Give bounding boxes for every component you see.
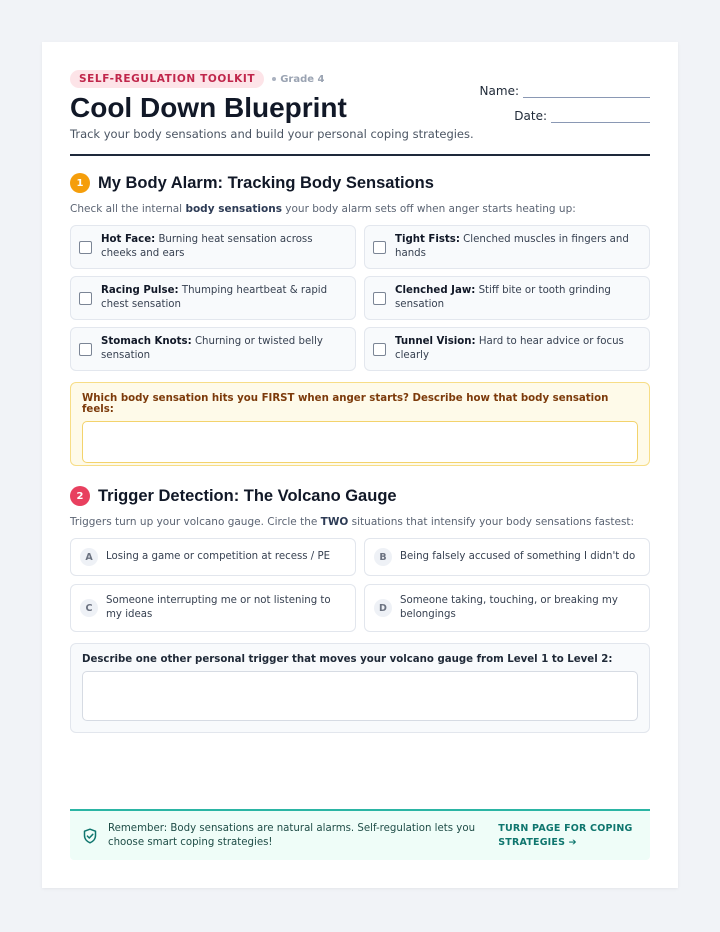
bullet-dot xyxy=(272,77,276,81)
sensation-text xyxy=(395,335,639,363)
name-row xyxy=(450,84,650,98)
sensation-checklist xyxy=(70,225,650,371)
sensation-label: Tunnel Vision: xyxy=(395,336,476,347)
first-sensation-answer-field[interactable] xyxy=(82,421,638,463)
sensation-item-clenched-jaw[interactable] xyxy=(364,276,650,320)
option-letter: D xyxy=(374,599,392,617)
section1-number: 1 xyxy=(70,173,90,193)
trigger-options xyxy=(70,538,650,632)
sensation-label: Clenched Jaw: xyxy=(395,285,476,296)
section1-title: My Body Alarm: Tracking Body Sensations xyxy=(98,173,434,192)
sensation-item-hot-face[interactable] xyxy=(70,225,356,269)
section1-instructions xyxy=(70,203,650,215)
sensation-label: Racing Pulse: xyxy=(101,285,179,296)
date-row xyxy=(450,109,650,123)
sensation-description: Burning heat sensation across cheeks and ears xyxy=(101,234,313,259)
instr-emphasis: TWO xyxy=(320,516,349,528)
student-info xyxy=(450,84,650,134)
first-sensation-prompt xyxy=(70,382,650,466)
page-title: Cool Down Blueprint xyxy=(70,92,347,123)
date-label: Date: xyxy=(514,109,547,123)
trigger-option-b[interactable] xyxy=(364,538,650,576)
sensation-text xyxy=(101,284,345,312)
sensation-item-stomach-knots[interactable] xyxy=(70,327,356,371)
toolkit-badge: SELF-REGULATION TOOLKIT xyxy=(70,70,264,88)
option-text: Losing a game or competition at recess / PE xyxy=(106,551,331,562)
page-subtitle: Track your body sensations and build your personal coping strategies. xyxy=(70,127,474,141)
sensation-text xyxy=(101,335,345,363)
sensation-item-tunnel-vision[interactable] xyxy=(364,327,650,371)
option-letter: B xyxy=(374,548,392,566)
section2-number: 2 xyxy=(70,486,90,506)
worksheet-header xyxy=(70,70,650,154)
date-field[interactable] xyxy=(551,109,650,123)
personal-trigger-prompt xyxy=(70,643,650,733)
grade-label xyxy=(272,74,324,85)
sensation-description: Clenched muscles in fingers and hands xyxy=(395,234,629,259)
sensation-label: Tight Fists: xyxy=(395,234,460,245)
sensation-text xyxy=(101,233,345,261)
trigger-option-d[interactable] xyxy=(364,584,650,632)
personal-trigger-answer-field[interactable] xyxy=(82,671,638,721)
sensation-label: Hot Face: xyxy=(101,234,156,245)
header-divider xyxy=(70,154,650,156)
sensation-text xyxy=(395,233,639,261)
option-letter: A xyxy=(80,548,98,566)
grade-text: Grade 4 xyxy=(280,73,325,85)
instr-text: Check all the internal xyxy=(70,203,186,215)
sensation-description: Thumping heartbeat & rapid chest sensation xyxy=(101,285,328,310)
checkbox[interactable] xyxy=(373,241,386,254)
worksheet-page xyxy=(42,42,678,888)
sensation-text xyxy=(395,284,639,312)
reminder-text: Remember: Body sensations are natural alarms. Self-regulation lets you choose smart coping strategies! xyxy=(108,822,476,848)
sensation-description: Stiff bite or tooth grinding sensation xyxy=(395,285,611,310)
trigger-option-c[interactable] xyxy=(70,584,356,632)
instr-text: Triggers turn up your volcano gauge. Circle the xyxy=(70,516,321,528)
trigger-option-a[interactable] xyxy=(70,538,356,576)
turn-page-link[interactable]: TURN PAGE FOR COPING STRATEGIES ➔ xyxy=(498,822,633,848)
checkbox[interactable] xyxy=(79,241,92,254)
checkbox[interactable] xyxy=(373,343,386,356)
option-text: Someone interrupting me or not listening to my ideas xyxy=(106,595,331,620)
checkbox[interactable] xyxy=(79,292,92,305)
option-letter: C xyxy=(80,599,98,617)
shield-check-icon xyxy=(82,828,98,844)
worksheet-content xyxy=(70,70,650,733)
prompt-question: Which body sensation hits you FIRST when anger starts? Describe how that body sensation feels: xyxy=(82,393,609,415)
sensation-item-tight-fists[interactable] xyxy=(364,225,650,269)
option-text: Being falsely accused of something I didn't do xyxy=(400,551,636,562)
instr-emphasis: body sensations xyxy=(185,203,282,215)
option-text: Someone taking, touching, or breaking my belongings xyxy=(400,595,618,620)
name-label: Name: xyxy=(479,84,519,98)
sensation-description: Hard to hear advice or focus clearly xyxy=(395,336,624,361)
instr-text: your body alarm sets off when anger starts heating up: xyxy=(281,203,576,215)
instr-text: situations that intensify your body sensations fastest: xyxy=(348,516,635,528)
section2-title: Trigger Detection: The Volcano Gauge xyxy=(98,486,397,505)
section2-heading xyxy=(70,486,650,506)
section1-heading xyxy=(70,173,650,193)
section2-instructions xyxy=(70,516,650,528)
reminder-footer xyxy=(70,809,650,860)
name-field[interactable] xyxy=(523,84,650,98)
sensation-label: Stomach Knots: xyxy=(101,336,192,347)
prompt-question: Describe one other personal trigger that moves your volcano gauge from Level 1 to Level 2: xyxy=(82,654,613,665)
sensation-item-racing-pulse[interactable] xyxy=(70,276,356,320)
sensation-description: Churning or twisted belly sensation xyxy=(101,336,323,361)
checkbox[interactable] xyxy=(373,292,386,305)
checkbox[interactable] xyxy=(79,343,92,356)
